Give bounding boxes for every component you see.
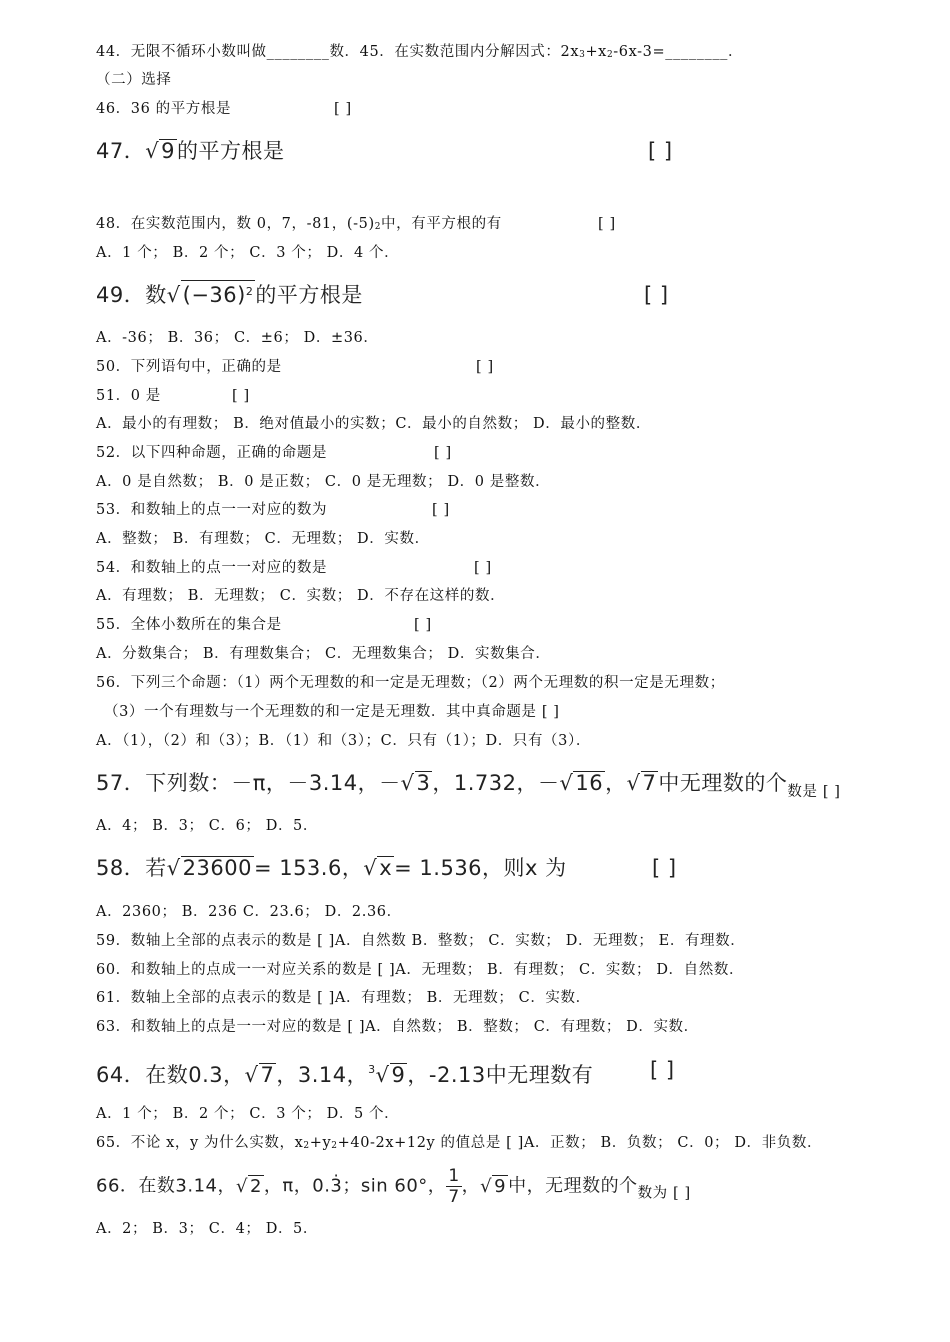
sqrt-sign: √9 [145,139,175,163]
q52-answer-bracket[interactable]: [ ] [434,445,452,461]
q48: 48．在实数范围内，数 0，7，-81，(-5)2中，有平方根的有 [ ] [96,216,616,232]
q48-options: A．1 个； B．2 个； C．3 个； D．4 个． [96,245,400,261]
q46-answer-bracket[interactable]: [ ] [334,101,352,117]
q66-answer-bracket[interactable]: 数为 [ ] [637,1185,691,1202]
q66-options: A．2； B．3； C．4； D．5． [96,1221,318,1237]
q64: 64．在数0.3，√7，3.14，$^3$√9，-2.13中无理数有 [ ] [96,1055,920,1090]
q51: 51．0 是 [ ] [96,388,250,404]
q49-options: A．-36； B．36； C．±6； D．±36． [96,330,379,346]
q53: 53．和数轴上的点一一对应的数为 [ ] [96,502,450,518]
cube-root-sign: $^3$√9 [368,1063,406,1087]
q56: 56．下列三个命题：（1）两个无理数的和一定是无理数；（2）两个无理数的积一定是无理数； [96,675,725,691]
sqrt-sign: √3 [400,771,431,795]
q55-answer-bracket[interactable]: [ ] [414,617,432,633]
q64-answer-bracket[interactable]: [ ] [650,1058,675,1082]
sqrt-sign: $√(-36)^2$ [167,280,256,310]
q50-answer-bracket[interactable]: [ ] [476,359,494,375]
q58-options: A．2360； B．236 C．23.6； D．2.36． [96,904,402,920]
q54-answer-bracket[interactable]: [ ] [474,560,492,576]
fraction-one-seventh: $\frac{1}{7}$ [448,1166,460,1207]
sqrt-sign: √ 2 [235,1175,262,1197]
q57: 57．下列数：－π，－3.14，－√3，1.732，－√16，√7中无理数的个$_{数是 [ ]}$ [96,768,920,807]
q54: 54．和数轴上的点一一对应的数是 [ ] [96,560,492,576]
q52: 52．以下四种命题，正确的命题是 [ ] [96,445,452,461]
sqrt-sign: √23600 [166,856,252,880]
q44-45-line: 44．无限不循环小数叫做________数．45．在实数范围内分解因式：2x3+x2-6x-3=________． [96,44,744,60]
q55: 55．全体小数所在的集合是 [ ] [96,617,432,633]
q47: 47．√9的平方根是 [ ] [96,136,920,166]
q57-answer-bracket[interactable]: 数是 [ ] [787,784,841,800]
q66: 66．在数3.14，√ 2 ，π，0.3̇；sin 60°， $\frac{1}{7}$ ，√ 9 中，无理数的个$_{数为 [ ]}$ [96,1166,691,1207]
q51-options: A．最小的有理数； B．绝对值最小的实数；C．最小的自然数； D．最小的整数． [96,416,651,432]
q53-answer-bracket[interactable]: [ ] [432,502,450,518]
q57-options: A．4； B．3； C．6； D．5． [96,818,318,834]
q61[interactable]: 61．数轴上全部的点表示的数是 [ ]A．有理数； B．无理数； C．实数． [96,990,591,1006]
q52-options: A．0 是自然数； B．0 是正数； C．0 是无理数； D．0 是整数． [96,474,551,490]
sqrt-sign: √16 [559,771,604,795]
sqrt-sign: √x [363,856,393,880]
q59[interactable]: 59．数轴上全部的点表示的数是 [ ]A．自然数 B．整数； C．实数； D．无理数； E．有理数． [96,933,746,949]
q46: 46．36 的平方根是 [ ] [96,101,352,117]
q65[interactable]: 65．不论 x，y 为什么实数，x2+y2+40-2x+12y 的值总是 [ ]A．正数； B．负数； C．0； D．非负数． [96,1135,823,1151]
q58-answer-bracket[interactable]: [ ] [652,856,677,880]
q47-answer-bracket[interactable]: [ ] [648,139,673,163]
q48-answer-bracket[interactable]: [ ] [598,216,616,232]
sqrt-sign: √ 9 [480,1175,507,1197]
q54-options: A．有理数； B．无理数； C．实数； D．不存在这样的数． [96,588,506,604]
sqrt-sign: √7 [244,1063,275,1087]
q51-answer-bracket[interactable]: [ ] [232,388,250,404]
q60[interactable]: 60．和数轴上的点成一一对应关系的数是 [ ]A．无理数； B．有理数； C．实数； D．自然数． [96,962,745,978]
q56-line2[interactable]: （3）一个有理数与一个无理数的和一定是无理数．其中真命题是 [ ] [104,704,560,720]
sqrt-sign: √7 [626,771,657,795]
q63[interactable]: 63．和数轴上的点是一一对应的数是 [ ]A．自然数； B．整数； C．有理数； D．实数． [96,1019,699,1035]
q55-options: A．分数集合； B．有理数集合； C．无理数集合； D．实数集合． [96,646,551,662]
q50: 50．下列语句中，正确的是 [ ] [96,359,494,375]
section-choice-heading: （二）选择 [96,72,172,88]
q49-answer-bracket[interactable]: [ ] [644,283,669,307]
q56-options: A．（1），（2）和（3）；B．（1）和（3）；C．只有（1）；D．只有（3）． [96,733,591,749]
q53-options: A．整数； B．有理数； C．无理数； D．实数． [96,531,430,547]
q49: 49．数$√(-36)^2$的平方根是 [ ] [96,280,920,310]
q64-options: A．1 个； B．2 个； C．3 个； D．5 个． [96,1106,400,1122]
q58: 58．若√23600= 153.6，√x= 1.536，则x 为 [ ] [96,853,920,883]
